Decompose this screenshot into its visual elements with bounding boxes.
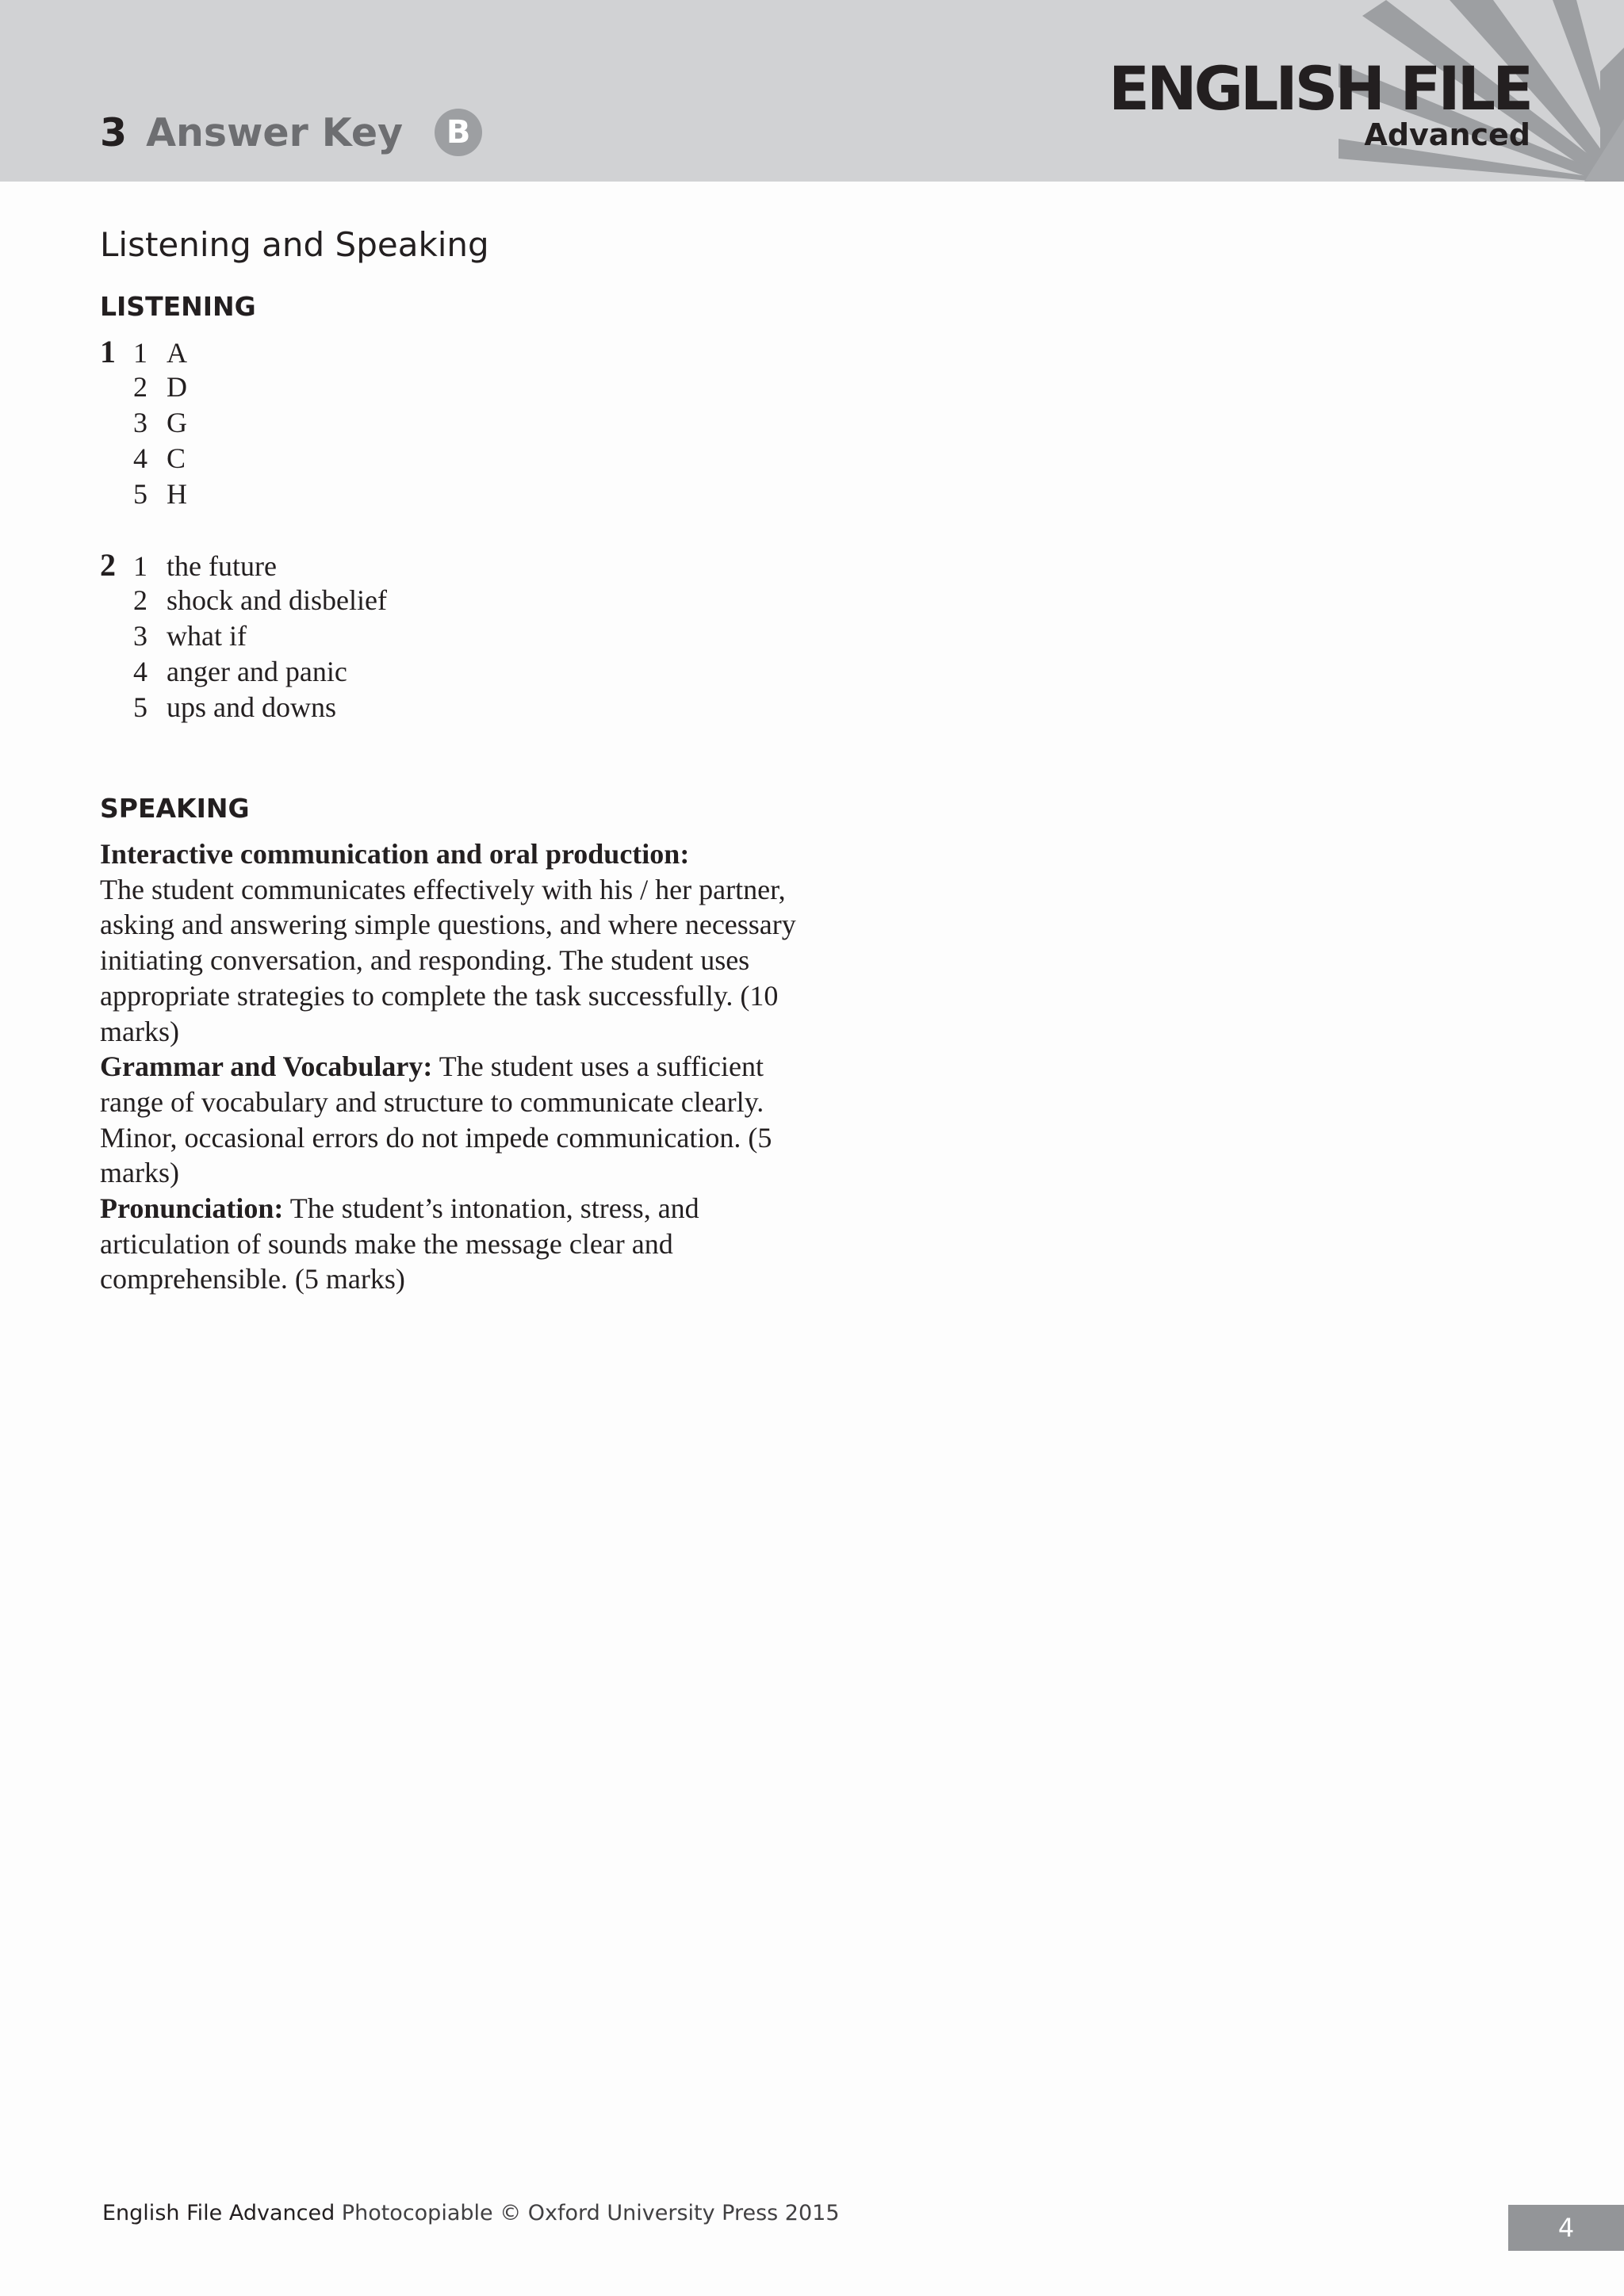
item-answer: ups and downs <box>167 691 336 723</box>
item-number: 4 <box>133 656 147 687</box>
answer-row <box>100 547 655 583</box>
answer-row <box>100 583 655 618</box>
page-number: 4 <box>1508 2205 1624 2251</box>
unit-number: 3 <box>100 109 128 155</box>
answer-row <box>100 334 655 369</box>
item-answer: A <box>167 337 187 369</box>
item-number: 2 <box>133 584 147 616</box>
item-answer: anger and panic <box>167 656 347 687</box>
version-badge: B <box>435 109 482 156</box>
speaking-heading: SPEAKING <box>100 793 250 824</box>
item-answer: shock and disbelief <box>167 584 387 616</box>
answer-row <box>100 441 655 476</box>
item-number: 5 <box>133 478 147 510</box>
item-number: 4 <box>133 442 147 474</box>
item-answer: D <box>167 371 187 403</box>
item-number: 1 <box>133 337 147 369</box>
listening-exercise-1 <box>100 334 655 512</box>
answer-row <box>100 618 655 654</box>
criterion-pronunciation <box>100 1191 798 1297</box>
brand-title: ENGLISH FILE <box>1109 53 1530 124</box>
listening-exercise-2 <box>100 547 655 725</box>
item-answer: what if <box>167 620 247 652</box>
item-number: 2 <box>133 371 147 403</box>
item-answer: G <box>167 407 187 438</box>
item-number: 5 <box>133 691 147 723</box>
item-answer: the future <box>167 550 277 582</box>
header-band <box>0 0 1624 182</box>
criterion-grammar <box>100 1049 798 1191</box>
brand-logo <box>1109 53 1530 152</box>
footer-copyright: Photocopiable © Oxford University Press 2015 <box>341 2201 840 2225</box>
criterion-label: Grammar and Vocabulary: <box>100 1050 433 1083</box>
item-number: 1 <box>133 550 147 582</box>
criterion-text: The student communicates effectively with his / her partner, asking and answering simple questions, and where necessary initiating conversation, and responding. The student uses appropriate strategies to complete the task successfully. (10 marks) <box>100 873 796 1047</box>
item-number: 3 <box>133 620 147 652</box>
speaking-criteria <box>100 836 798 1297</box>
item-number: 3 <box>133 407 147 438</box>
footer-book-title: English File Advanced <box>102 2201 335 2225</box>
criterion-label: Interactive communication and oral production: <box>100 838 690 870</box>
exercise-number: 2 <box>100 547 116 583</box>
criterion-interactive <box>100 836 798 1049</box>
item-answer: H <box>167 478 187 510</box>
criterion-label: Pronunciation: <box>100 1192 284 1225</box>
criterion-text: The student’s intonation, stress, and articulation of sounds make the message clear and comprehensible. (5 marks) <box>100 1192 699 1295</box>
answer-row <box>100 476 655 512</box>
item-answer: C <box>167 442 186 474</box>
answer-row <box>100 690 655 725</box>
brand-level: Advanced <box>1364 117 1530 152</box>
unit-title <box>100 105 482 160</box>
unit-label: Answer Key <box>146 109 404 155</box>
section-title: Listening and Speaking <box>100 225 489 264</box>
criterion-text: The student uses a sufficient range of vocabulary and structure to communicate clearly. Minor, occasional errors do not impede communication. (5 marks) <box>100 1050 772 1189</box>
answer-row <box>100 654 655 690</box>
answer-row <box>100 405 655 441</box>
listening-heading: LISTENING <box>100 291 256 322</box>
exercise-number: 1 <box>100 334 116 369</box>
answer-row <box>100 369 655 405</box>
footer <box>102 2201 840 2225</box>
